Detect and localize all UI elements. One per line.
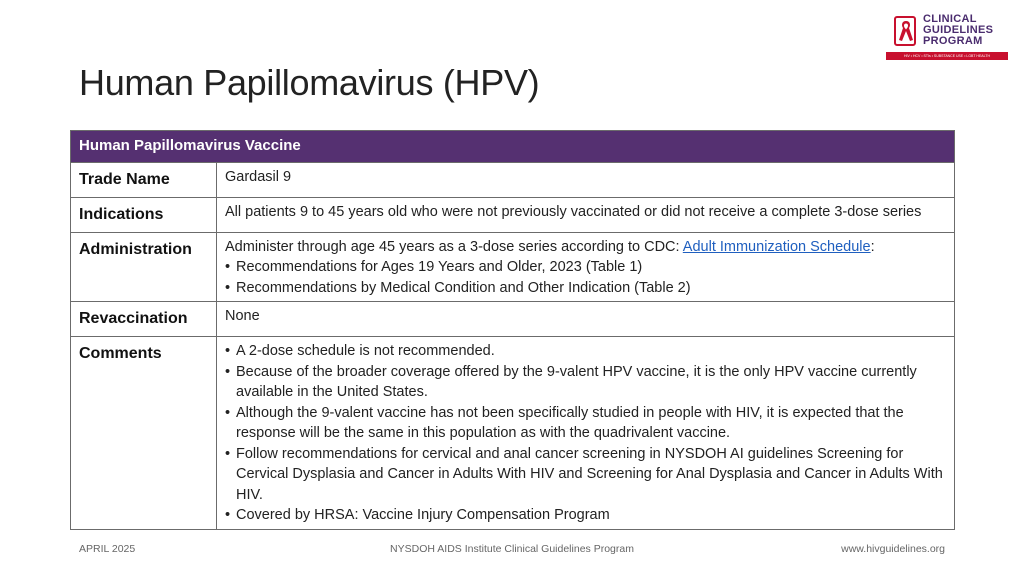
list-item: • Recommendations for Ages 19 Years and Older, 2023 (Table 1) (225, 257, 946, 278)
table-header: Human Papillomavirus Vaccine (71, 131, 955, 163)
row-value-administration (217, 232, 955, 302)
footer-program: NYSDOH AIDS Institute Clinical Guidelines Program (390, 543, 634, 555)
logo-line-2: GUIDELINES (923, 24, 994, 36)
administration-intro (225, 237, 946, 258)
table-row-administration (71, 232, 955, 302)
administration-intro-text: Administer through age 45 years as a 3-dose series according to CDC: (225, 238, 683, 255)
table-header-row (71, 131, 955, 163)
adult-immunization-schedule-link[interactable]: Adult Immunization Schedule (682, 238, 871, 255)
list-item: • Recommendations by Medical Condition and Other Indication (Table 2) (225, 278, 946, 299)
vaccine-info-table (70, 130, 955, 530)
row-value-trade-name: Gardasil 9 (217, 162, 955, 197)
table-row-comments (71, 337, 955, 530)
row-label-indications: Indications (71, 197, 217, 232)
list-item: • A 2-dose schedule is not recommended. (225, 341, 946, 362)
table-row-revaccination (71, 302, 955, 337)
row-value-revaccination: None (217, 302, 955, 337)
awareness-ribbon-icon (896, 18, 916, 44)
list-item: • Covered by HRSA: Vaccine Injury Compensation Program (225, 505, 946, 526)
row-label-comments: Comments (71, 337, 217, 530)
row-label-administration: Administration (71, 232, 217, 302)
row-value-indications: All patients 9 to 45 years old who were not previously vaccinated or did not receive a complete 3-dose series (217, 197, 955, 232)
comments-bullet-list (225, 341, 946, 526)
footer-date: APRIL 2025 (79, 543, 136, 555)
logo-line-1: CLINICAL (923, 13, 977, 25)
table-row-trade-name (71, 162, 955, 197)
row-label-trade-name: Trade Name (71, 162, 217, 197)
table-row-indications (71, 197, 955, 232)
list-item: • Although the 9-valent vaccine has not been specifically studied in people with HIV, it is expected that the response will be the same in this population as with the quadrivalent vaccine. (225, 403, 946, 444)
administration-intro-suffix: : (870, 238, 875, 255)
row-value-comments (217, 337, 955, 530)
logo-tagline-band: HIV • HCV • STIs • SUBSTANCE USE • LGBT HEALTH (886, 52, 1008, 60)
page-title: Human Papillomavirus (HPV) (79, 62, 540, 103)
program-logo (886, 14, 1008, 64)
list-item: • Because of the broader coverage offered by the 9-valent HPV vaccine, it is the only HPV vaccine currently available in the United States. (225, 362, 946, 403)
logo-line-3: PROGRAM (923, 35, 983, 47)
footer-url: www.hivguidelines.org (841, 543, 945, 555)
row-label-revaccination: Revaccination (71, 302, 217, 337)
administration-bullet-list (225, 257, 946, 298)
logo-wordmark (923, 14, 993, 47)
list-item: • Follow recommendations for cervical and anal cancer screening in NYSDOH AI guidelines Screening for Cervical Dysplasia and Cancer in Adults With HIV and Screening for Anal Dysplasia and Cancer in Adults With HIV. (225, 444, 946, 506)
